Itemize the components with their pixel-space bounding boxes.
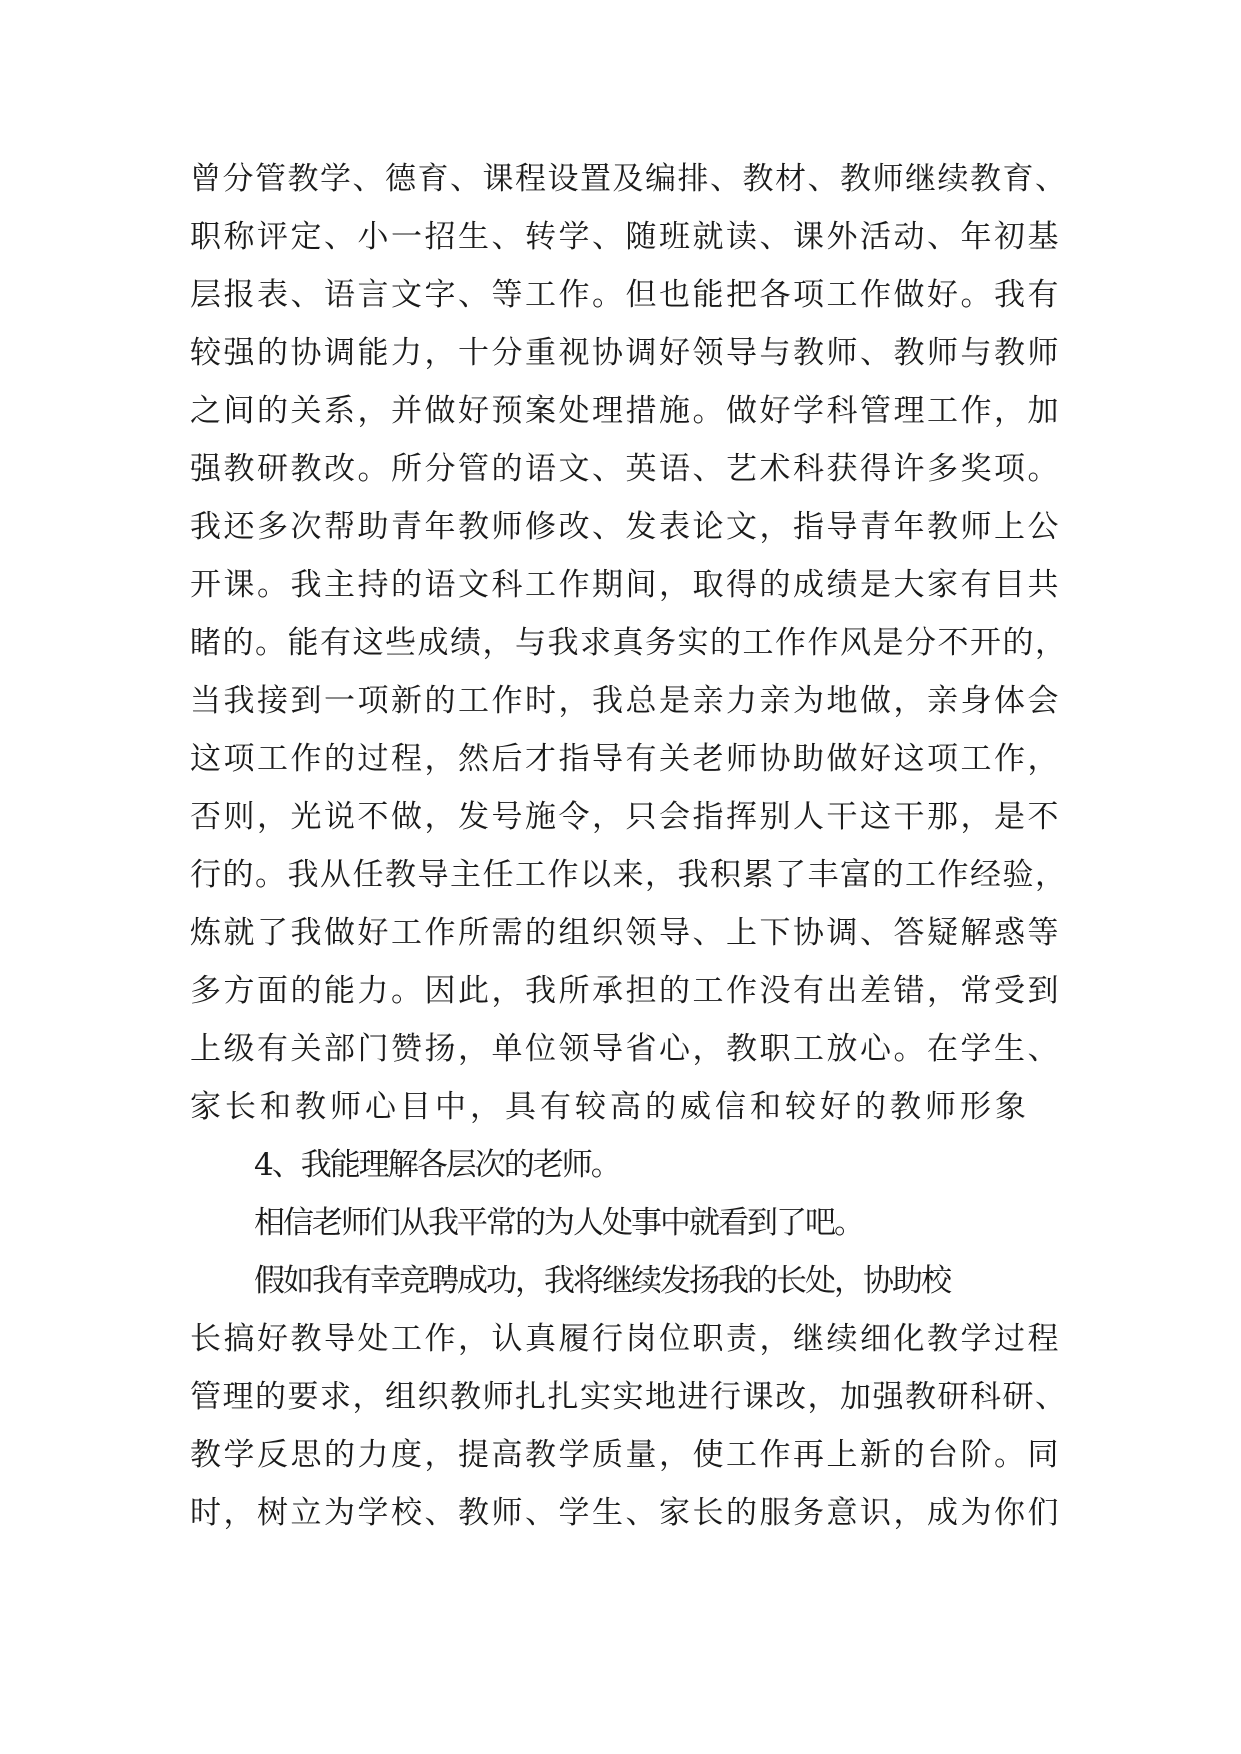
text-line: 睹的。能有这些成绩，与我求真务实的工作作风是分不开的，	[190, 625, 1068, 661]
text-line: 家长和教师心目中，具有较高的威信和较好的教师形象	[190, 1089, 1030, 1125]
text-line: 开课。我主持的语文科工作期间，取得的成绩是大家有目共	[190, 567, 1061, 603]
text-line: 行的。我从任教导主任工作以来，我积累了丰富的工作经验，	[190, 857, 1068, 893]
text-line: 这项工作的过程，然后才指导有关老师协助做好这项工作，	[190, 741, 1061, 777]
text-line: 上级有关部门赞扬，单位领导省心，教职工放心。在学生、	[190, 1031, 1061, 1067]
body-text	[190, 150, 1070, 1542]
text-line: 4、我能理解各层次的老师。	[254, 1147, 620, 1183]
text-line: 时，树立为学校、教师、学生、家长的服务意识，成为你们	[190, 1495, 1061, 1531]
text-line: 教学反思的力度，提高教学质量，使工作再上新的台阶。同	[190, 1437, 1061, 1473]
text-line: 长搞好教导处工作，认真履行岗位职责，继续细化教学过程	[190, 1321, 1061, 1357]
text-line: 较强的协调能力，十分重视协调好领导与教师、教师与教师	[190, 335, 1061, 371]
text-line: 炼就了我做好工作所需的组织领导、上下协调、答疑解惑等	[190, 915, 1061, 951]
text-line: 多方面的能力。因此，我所承担的工作没有出差错，常受到	[190, 973, 1061, 1009]
text-line: 否则，光说不做，发号施令，只会指挥别人干这干那，是不	[190, 799, 1061, 835]
text-line: 之间的关系，并做好预案处理措施。做好学科管理工作，加	[190, 393, 1061, 429]
text-line: 假如我有幸竞聘成功，我将继续发扬我的长处，协助校	[254, 1263, 950, 1299]
text-line: 强教研教改。所分管的语文、英语、艺术科获得许多奖项。	[190, 451, 1061, 487]
text-line: 职称评定、小一招生、转学、随班就读、课外活动、年初基	[190, 219, 1061, 255]
text-line: 管理的要求，组织教师扎扎实实地进行课改，加强教研科研、	[190, 1379, 1068, 1415]
text-line: 层报表、语言文字、等工作。但也能把各项工作做好。我有	[190, 277, 1061, 313]
text-line: 我还多次帮助青年教师修改、发表论文，指导青年教师上公	[190, 509, 1061, 545]
text-line: 曾分管教学、德育、课程设置及编排、教材、教师继续教育、	[190, 161, 1068, 197]
text-line: 相信老师们从我平常的为人处事中就看到了吧。	[254, 1205, 863, 1241]
text-line: 当我接到一项新的工作时，我总是亲力亲为地做，亲身体会	[190, 683, 1061, 719]
